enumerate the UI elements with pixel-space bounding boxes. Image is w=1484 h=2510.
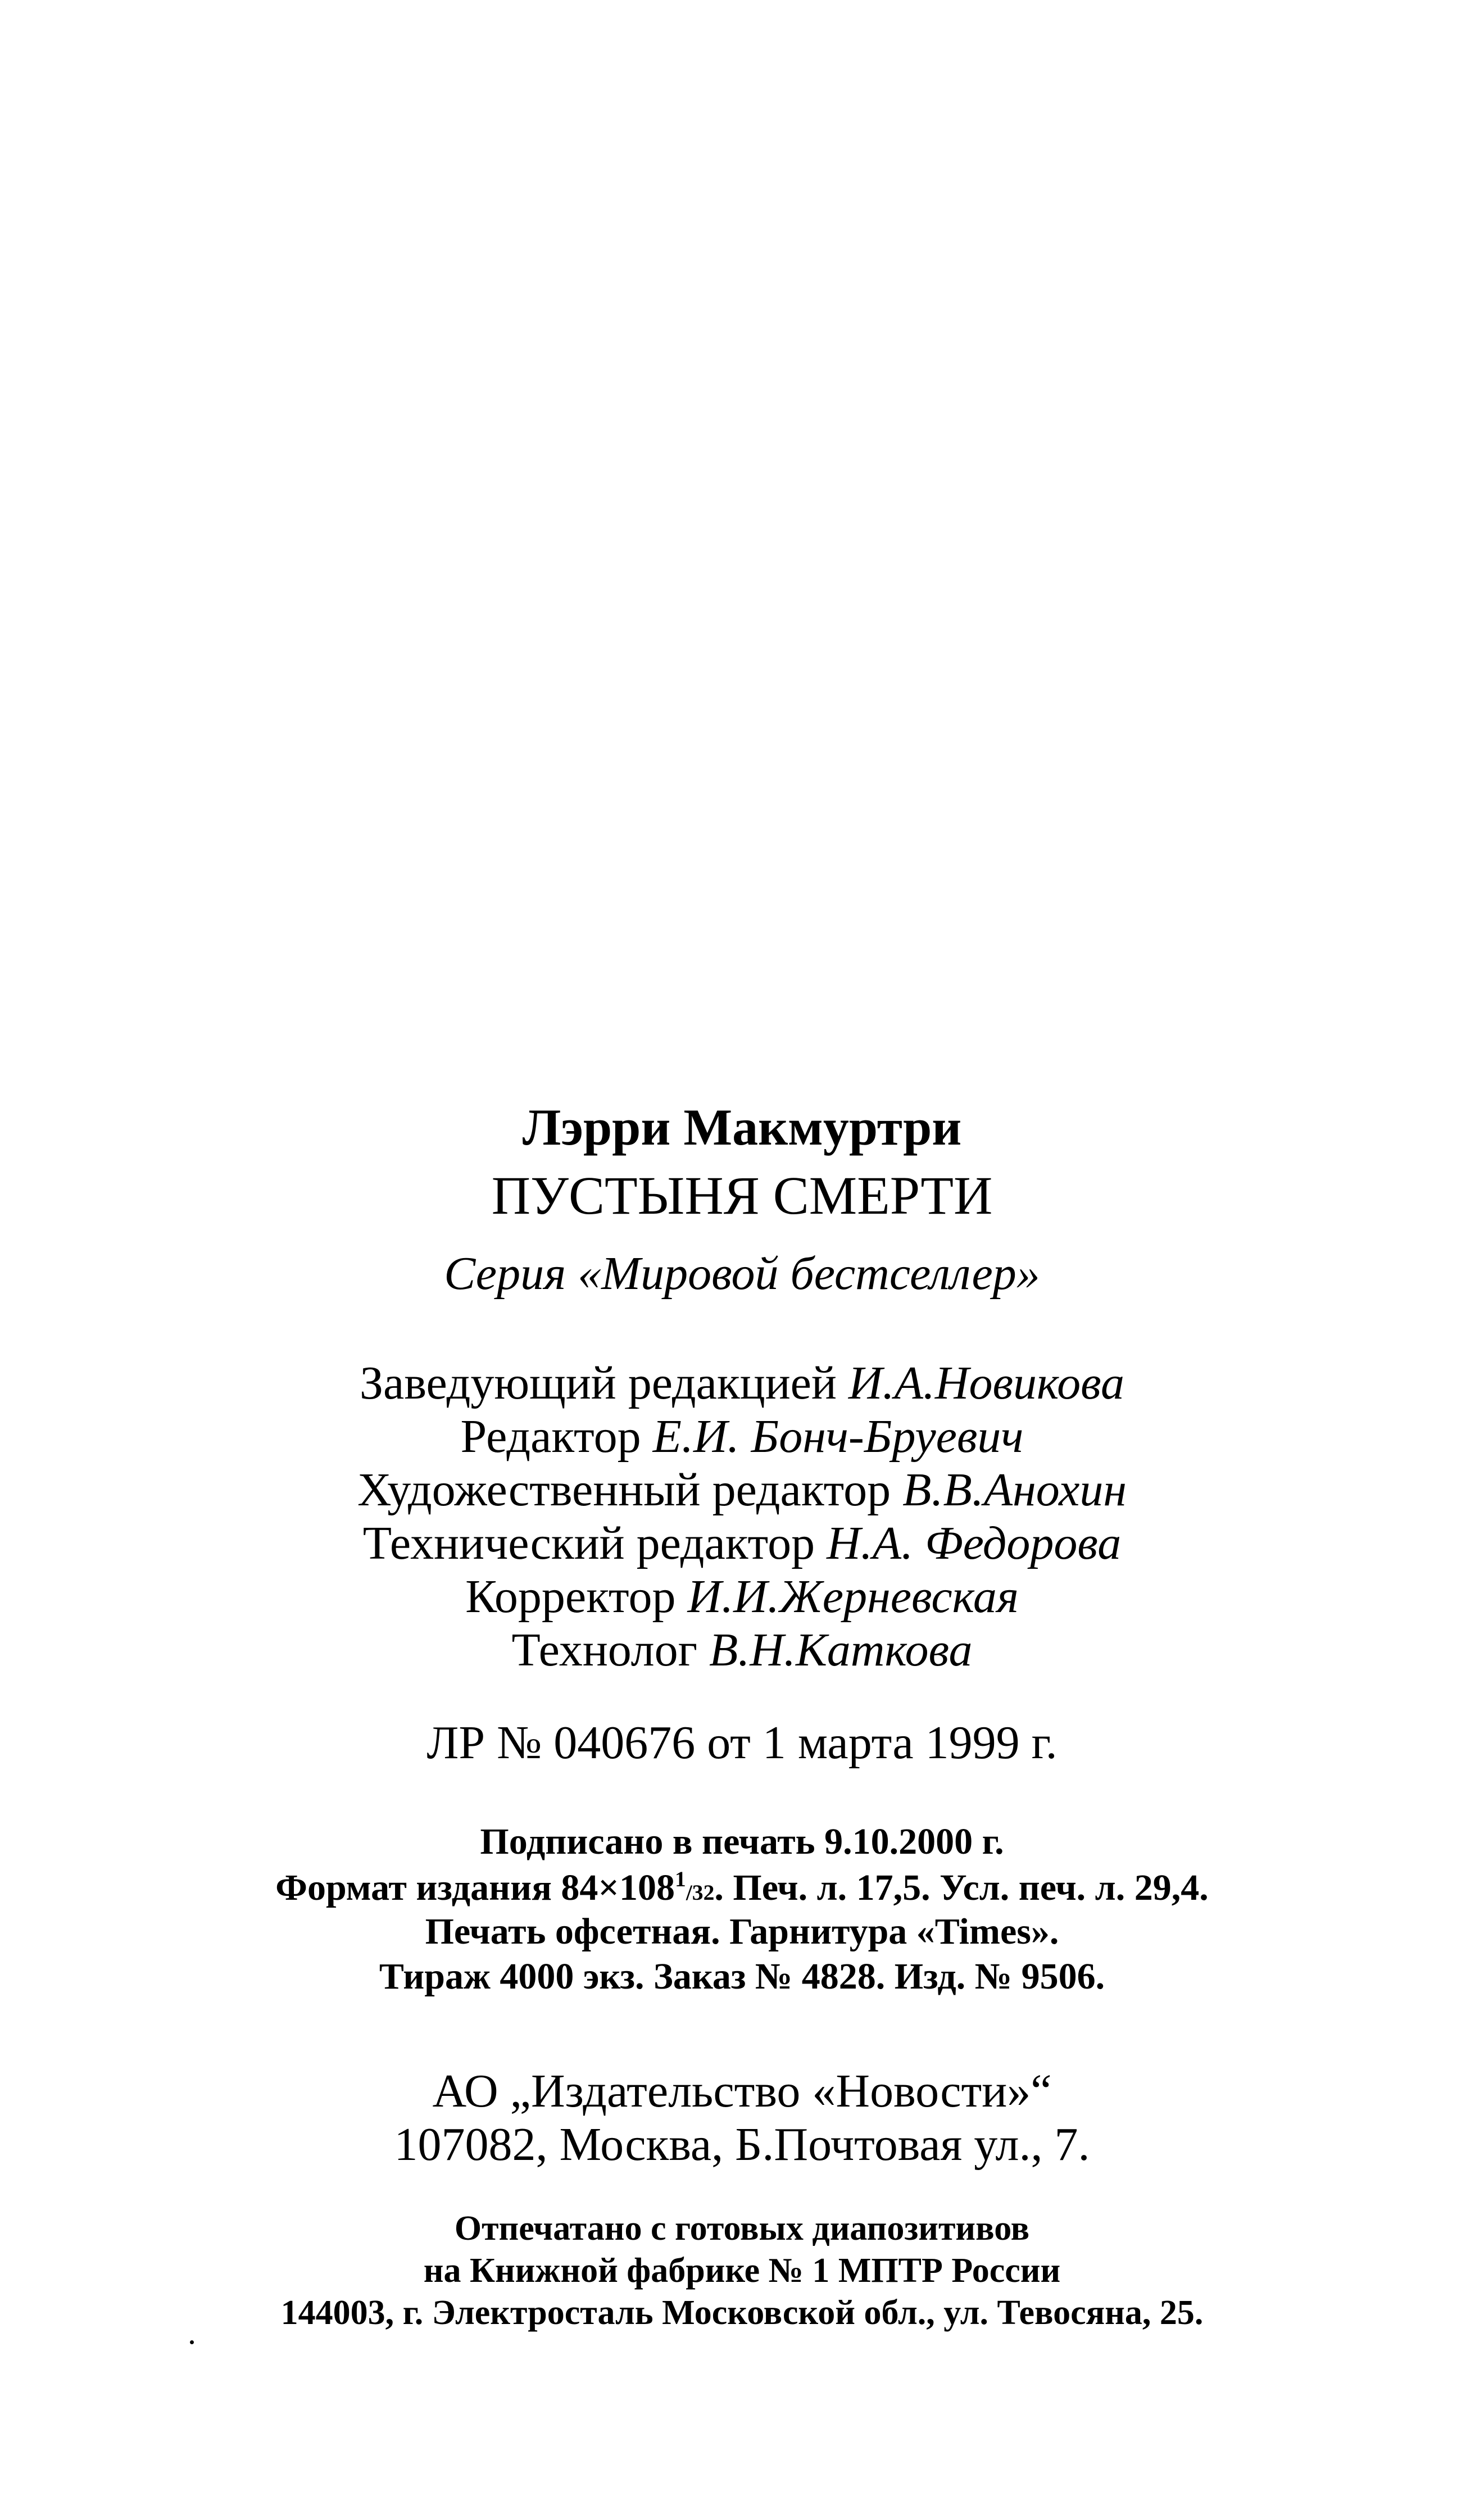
- staff-name: В.Н.Каткова: [709, 1624, 973, 1676]
- staff-name: И.А.Новикова: [848, 1357, 1125, 1409]
- series-name: Серия «Мировой бестселлер»: [444, 1247, 1040, 1300]
- staff-role: Технолог: [511, 1624, 698, 1676]
- staff-line: [0, 1410, 1484, 1463]
- staff-line: [0, 1624, 1484, 1676]
- format-subscript: /32: [686, 1880, 715, 1905]
- book-title: ПУСТЫНЯ СМЕРТИ: [491, 1165, 993, 1226]
- publisher-address: 107082, Москва, Б.Почтовая ул., 7.: [394, 2118, 1090, 2171]
- staff-role: Корректор: [465, 1571, 676, 1623]
- print-run: Тираж 4000 экз. Заказ № 4828. Изд. № 9506.: [379, 1956, 1105, 1997]
- edition-format: [0, 1868, 1484, 1907]
- staff-role: Технический редактор: [362, 1517, 815, 1569]
- publisher-name: АО „Издательство «Новости»“: [432, 2065, 1052, 2117]
- book-author: Лэрри Макмуртри: [522, 1099, 962, 1156]
- staff-line: [0, 1357, 1484, 1409]
- staff-role: Редактор: [460, 1410, 641, 1463]
- format-prefix: Формат издания 84×108: [275, 1867, 675, 1908]
- printer-address: 144003, г. Электросталь Московской обл., ул. Тевосяна, 25.: [280, 2294, 1204, 2332]
- format-suffix: . Печ. л. 17,5. Усл. печ. л. 29,4.: [714, 1867, 1209, 1908]
- printer-line: на Книжной фабрике № 1 МПТР России: [423, 2252, 1061, 2290]
- staff-name: Н.А. Федорова: [827, 1517, 1122, 1569]
- print-type: Печать офсетная. Гарнитура «Times».: [425, 1911, 1059, 1952]
- staff-line: [0, 1517, 1484, 1569]
- print-dot-mark: [190, 2340, 194, 2344]
- staff-role: Заведующий редакцией: [359, 1357, 837, 1409]
- staff-name: И.И.Жерневская: [687, 1571, 1019, 1623]
- license-number: ЛР № 040676 от 1 марта 1999 г.: [426, 1717, 1058, 1769]
- staff-name: В.В.Анохин: [902, 1464, 1127, 1516]
- staff-role: Художественный редактор: [357, 1464, 891, 1516]
- staff-name: Е.И. Бонч-Бруевич: [652, 1410, 1024, 1463]
- signed-to-print: Подписано в печать 9.10.2000 г.: [480, 1821, 1004, 1862]
- staff-line: [0, 1573, 1484, 1621]
- format-superscript: 1: [675, 1867, 686, 1891]
- printer-line: Отпечатано с готовых диапозитивов: [454, 2209, 1030, 2248]
- staff-line: [0, 1464, 1484, 1516]
